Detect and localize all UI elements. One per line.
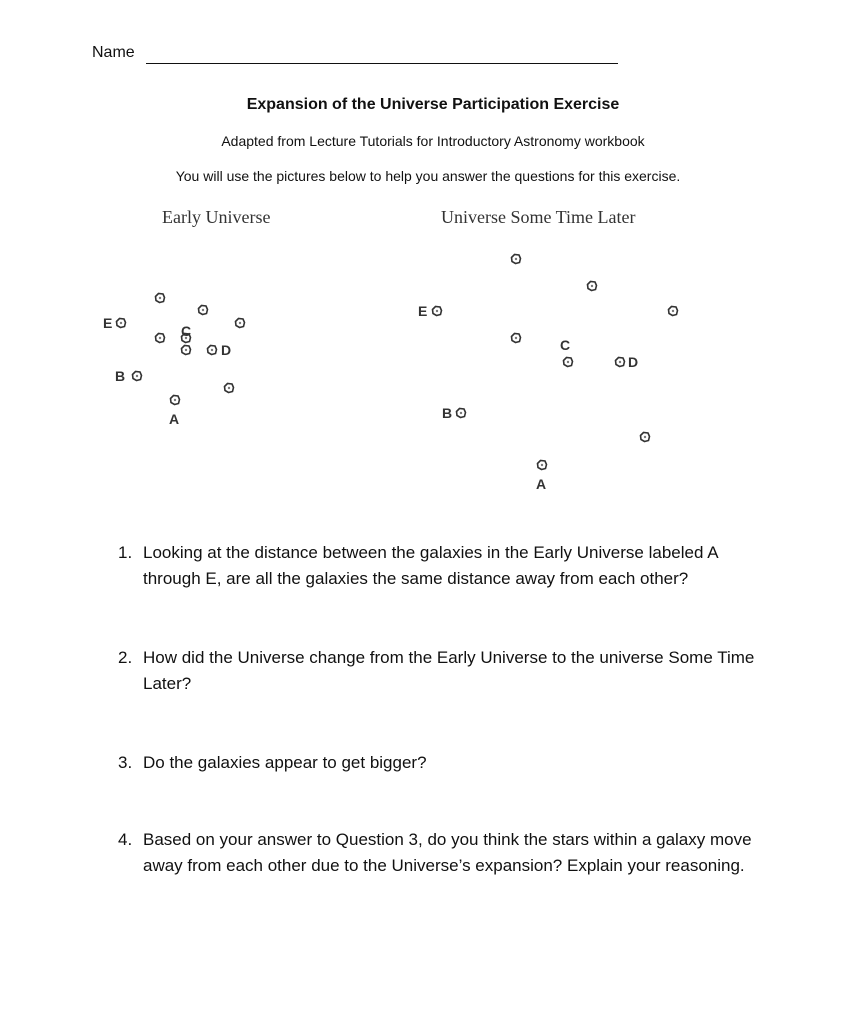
galaxy-label-a-later: A (536, 476, 547, 492)
galaxy-label-b: B (115, 368, 126, 384)
question-number: 3. (118, 753, 133, 772)
galaxy-d-icon (208, 346, 217, 355)
galaxy-a-icon (538, 461, 547, 470)
question-text: Based on your answer to Question 3, do you think the stars within a galaxy move away from each other due to the Universe’s expansion? Explain your reasoning. (143, 830, 752, 875)
galaxy-a-icon (171, 396, 180, 405)
galaxy-c-icon (564, 358, 573, 367)
question-text: Do the galaxies appear to get bigger? (143, 753, 427, 772)
name-label: Name (92, 44, 135, 61)
later-universe-title: Universe Some Time Later (441, 207, 636, 227)
question-number: 1. (118, 543, 133, 562)
galaxy-d-icon (616, 358, 625, 367)
galaxy-label-b-later: B (442, 405, 453, 421)
galaxy-b-icon (133, 372, 142, 381)
galaxy-e-icon (433, 307, 442, 316)
galaxy-label-d-later: D (628, 354, 639, 370)
galaxy-label-a: A (169, 411, 180, 427)
page-title: Expansion of the Universe Participation Exercise (246, 96, 620, 113)
galaxy-label-e: E (103, 315, 113, 331)
galaxy-label-d: D (221, 342, 232, 358)
galaxy-label-e-later: E (418, 303, 428, 319)
galaxy-label-c-later: C (560, 337, 571, 353)
galaxy-icon (641, 433, 650, 442)
galaxy-icon (512, 334, 521, 343)
galaxy-icon (156, 294, 165, 303)
page-subtitle: Adapted from Lecture Tutorials for Introductory Astronomy workbook (221, 133, 645, 149)
instructions: You will use the pictures below to help you answer the questions for this exercise. (175, 168, 681, 184)
galaxy-e-icon (117, 319, 126, 328)
galaxy-label-c: C (181, 323, 192, 339)
early-universe-title: Early Universe (162, 207, 271, 227)
galaxy-icon (156, 334, 165, 343)
galaxy-icon (182, 346, 191, 355)
galaxy-b-icon (457, 409, 466, 418)
question-number: 2. (118, 648, 133, 667)
question-text: Looking at the distance between the galaxies in the Early Universe labeled A through E, are all the galaxies the same distance away from each other? (143, 543, 718, 588)
question-text: How did the Universe change from the Early Universe to the universe Some Time Later? (143, 648, 755, 693)
galaxy-icon (225, 384, 234, 393)
galaxy-icon (669, 307, 678, 316)
galaxy-icon (236, 319, 245, 328)
galaxy-icon (199, 306, 208, 315)
galaxy-icon (588, 282, 597, 291)
galaxy-icon (512, 255, 521, 264)
question-number: 4. (118, 830, 133, 849)
universe-diagram (0, 0, 866, 500)
